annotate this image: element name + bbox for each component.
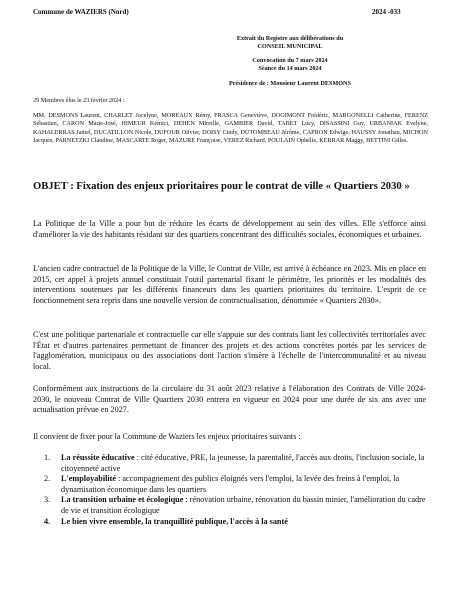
- list-item: [44, 453, 426, 474]
- paragraph-priorities-intro: Il convient de fixer pour la Commune de Waziers les enjeux prioritaires suivants :: [33, 432, 301, 441]
- session-date: Séance du 14 mars 2024: [258, 65, 322, 72]
- item-number: 1.: [44, 453, 51, 462]
- item-term: La réussite éducative: [61, 453, 135, 462]
- item-number: 4.: [44, 516, 51, 526]
- deliberation-reference: 2024 -033: [372, 8, 401, 16]
- item-text: : rénovation urbaine, rénovation du bassin minier, l'amélioration du cadre de vie et transition écologique: [61, 495, 426, 515]
- item-number: 3.: [44, 495, 51, 505]
- members-list: MM. DESMONS Laurent, CHARLET Jocelyne, MOREAUX Rémy, FRASCA Geneviève, DOGIMONT Frédéric, MARGONELLI Catherine, FERENZ Sébastien, CARON Marie-José, HIMEUR Kémici, DEHEN Mireille, GAMBIER David, TABET Lucy, DISASSINI Guy, URBANIAK Evelyne, KAHALERRAS Jamel, DUCATILLON Nicole, DUFOUR Olivier, DOISY Cindy, DUTOMBEAU Jérôme, CAPRON Edwige, HAUSSY Jonathan, MICHON Jacques, PARNETZKI Claudine, MASCARTE Roger, MAZURE Françoise, VEREZ Richard, POULAIN Ophélie, KERRAR Maggy, BETTINI Gilles.: [33, 112, 428, 145]
- paragraph-circular: Conformément aux instructions de la circulaire du 31 août 2023 relative à l'élaboration des Contrats de Ville 2024-2030, le nouveau Contrat de Ville Quartiers 2030 entrera en vigueur en 2024 pour une durée de six ans avec une actualisation prévue en 2027.: [33, 384, 426, 415]
- paragraph-contract-history: L'ancien cadre contractuel de la Politique de la Ville, le Contrat de Ville, est arrivé à échéance en 2023. Mis en place en 2015, cet appel à projets annuel constituait l'outil partenarial fixant le périmètre, les priorités et les modalités des interventions soutenues par les différents financeurs dans les quartiers prioritaires du territoire. L'esprit de ce fonctionnement sera repris dans une nouvelle version de contractualisation, dénommée « Quartiers 2030».: [33, 264, 426, 305]
- objet-heading: OBJET : Fixation des enjeux prioritaires pour le contrat de ville « Quartiers 2030 »: [33, 181, 410, 192]
- list-item: [44, 474, 426, 495]
- item-text: : cité éducative, PRE, la jeunesse, la parentalité, l'accès aux droits, l'inclusion sociale, la citoyenneté active: [61, 453, 425, 473]
- list-item: [44, 495, 426, 516]
- item-term: La transition urbaine et écologique: [61, 495, 184, 505]
- extract-title: Extrait du Registre aux délibérations du: [236, 35, 344, 42]
- item-term: Le bien vivre ensemble, la tranquillité publique, l'accès à la santé: [61, 516, 288, 526]
- convocation-date: Convocation du 7 mars 2024: [252, 57, 328, 64]
- paragraph-partnership: C'est une politique partenariale et contractuelle car elle s'appuie sur des contrats liant les collectivités territoriales avec l'État et d'autres partenaires permettant de financer des projets et des actions concrètes portés par les services de l'agglomération, municipaux ou des associations dont l'action s'insère à l'échelle de l'intercommunalité et au niveau local.: [33, 330, 426, 371]
- item-text: : accompagnement des publics éloignés vers l'emploi, la levée des freins à l'emploi, la dynamisation économique dans les quartiers: [61, 474, 400, 494]
- list-item: [44, 517, 426, 528]
- presidency: Présidence de : Monsieur Laurent DESMONS: [229, 80, 351, 87]
- council-title: CONSEIL MUNICIPAL: [257, 43, 323, 50]
- item-number: 2.: [44, 474, 51, 484]
- commune-header: Commune de WAZIERS (Nord): [33, 8, 129, 16]
- paragraph-intro: La Politique de la Ville a pour but de réduire les écarts de développement au sein des villes. Elle s'efforce ainsi d'améliorer la vie des habitants résidant sur des quartiers concentrant des difficultés sociales, économiques et urbaines.: [33, 219, 426, 239]
- members-count: 29 Membres élus le 23 février 2024 :: [33, 97, 125, 104]
- extract-block: [200, 35, 380, 88]
- priorities-list: [44, 453, 426, 527]
- item-term: L'employabilité: [61, 474, 117, 484]
